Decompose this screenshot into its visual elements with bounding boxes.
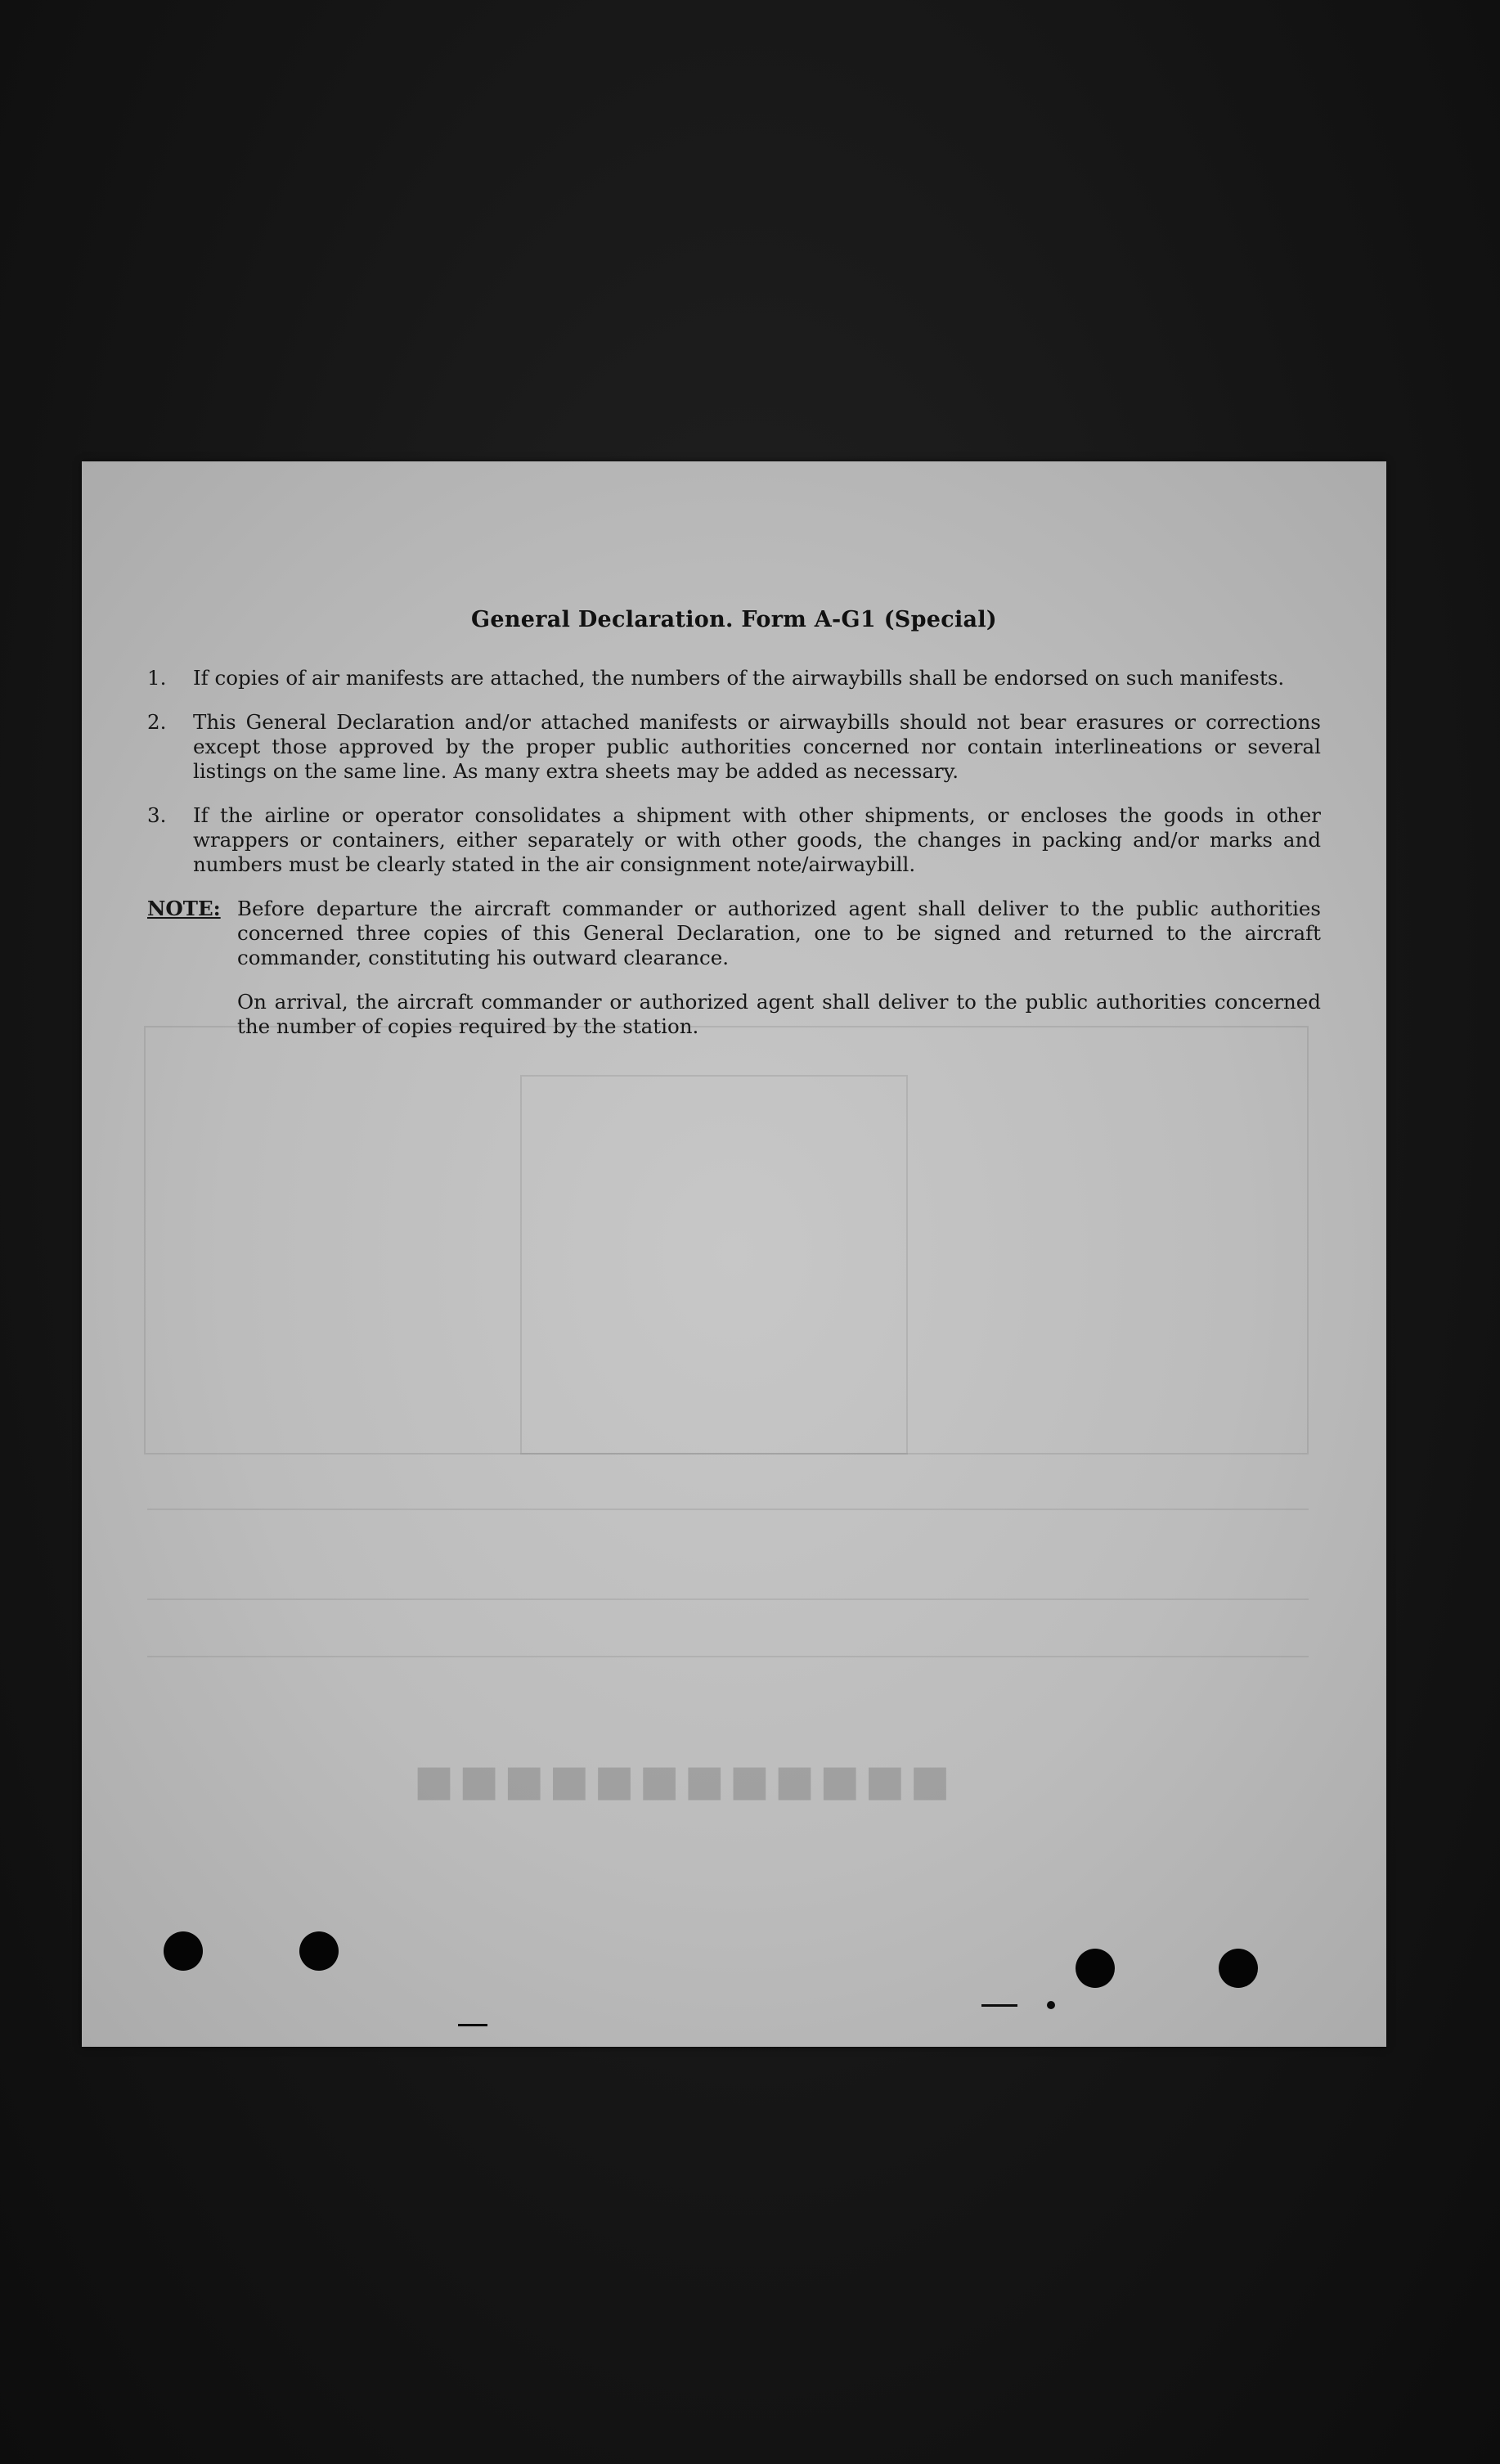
list-item xyxy=(147,803,1321,877)
item-number: 2. xyxy=(147,710,167,734)
item-text: This General Declaration and/or attached manifests or airwaybills should not bear erasures or corrections except those approved by the proper public authorities concerned nor contain interlineations or several listings on the same line. As many extra sheets may be added as necessary. xyxy=(193,710,1321,783)
item-text: If copies of air manifests are attached, the numbers of the airwaybills shall be endorsed on such manifests. xyxy=(193,666,1285,690)
punch-hole xyxy=(299,1931,339,1971)
bleed-through-column xyxy=(520,1075,908,1455)
bleed-through-table xyxy=(144,1026,1309,1455)
note-block xyxy=(147,897,1321,970)
form-title: General Declaration. Form A-G1 (Special) xyxy=(471,607,997,632)
item-number: 3. xyxy=(147,803,167,827)
note-paragraph-2: On arrival, the aircraft commander or authorized agent shall deliver to the public authorities concerned the number of copies required by the station. xyxy=(237,990,1321,1038)
note-label: NOTE: xyxy=(147,897,221,920)
ink-mark xyxy=(981,2004,1017,2007)
bleed-through-heading: ■■■■■■■■■■■■ xyxy=(409,1762,950,1811)
punch-hole xyxy=(1219,1949,1258,1988)
list-item xyxy=(147,666,1321,690)
punch-hole xyxy=(1076,1949,1115,1988)
list-item xyxy=(147,710,1321,784)
ink-mark xyxy=(1047,2001,1055,2009)
document-sheet xyxy=(82,461,1386,2047)
note-paragraph-1: Before departure the aircraft commander or authorized agent shall deliver to the public authorities concerned three copies of this General Declaration, one to be signed and returned to the aircraft commander, constituting his outward clearance. xyxy=(237,897,1321,969)
item-number: 1. xyxy=(147,666,167,690)
bleed-through-rule xyxy=(147,1656,1309,1657)
ink-mark xyxy=(458,2024,487,2026)
instructions-list xyxy=(147,666,1321,1039)
item-text: If the airline or operator consolidates a shipment with other shipments, or encloses the goods in other wrappers or containers, either separately or with other goods, the changes in packing and/or marks and numbers must be clearly stated in the air consignment note/airwaybill. xyxy=(193,803,1321,876)
bleed-through-rule xyxy=(147,1509,1309,1510)
bleed-through-rule xyxy=(147,1598,1309,1600)
punch-hole xyxy=(164,1931,203,1971)
